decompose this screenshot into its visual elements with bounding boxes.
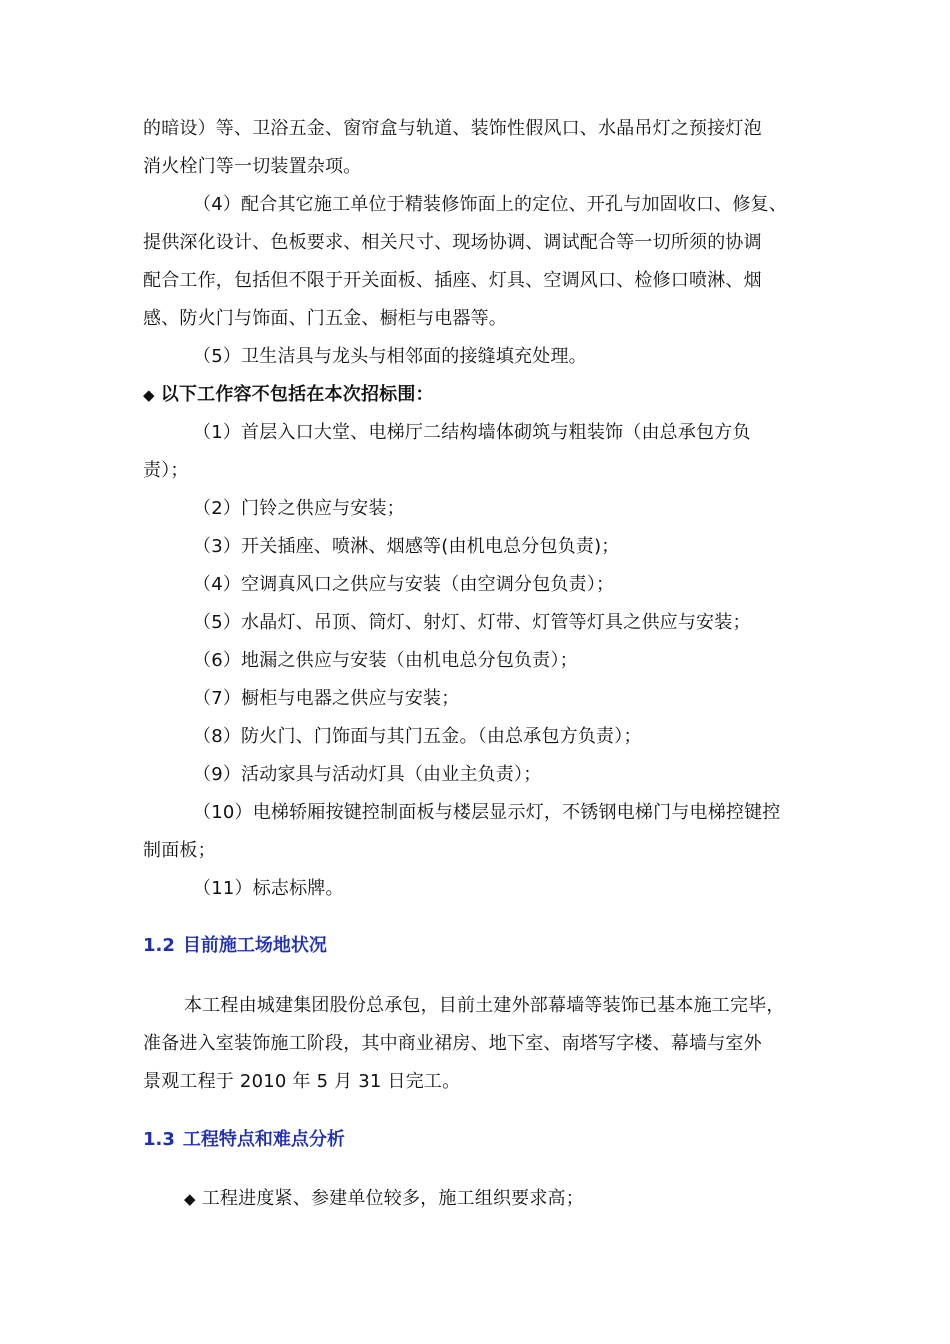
list-item: （10）电梯轿厢按键控制面板与楼层显示灯，不锈钢电梯门与电梯控键控 xyxy=(193,802,781,823)
paragraph-line: 配合工作，包括但不限于开关面板、插座、灯具、空调风口、检修口喷淋、烟 xyxy=(143,270,762,291)
paragraph-line: 消火栓门等一切装置杂项。 xyxy=(143,156,362,177)
list-item: （6）地漏之供应与安装（由机电总分包负责）； xyxy=(193,650,578,671)
list-item-continuation: 制面板； xyxy=(143,840,216,861)
section-number: 1.3 xyxy=(143,1129,175,1150)
diamond-bullet-icon: ◆ xyxy=(184,1190,196,1208)
list-item xyxy=(184,1187,584,1211)
list-item: （1）首层入口大堂、电梯厅二结构墙体砌筑与粗装饰（由总承包方负 xyxy=(193,422,751,443)
section-title: 工程特点和难点分析 xyxy=(182,1129,345,1150)
paragraph-line: 景观工程于 2010 年 5 月 31 日完工。 xyxy=(143,1071,461,1092)
diamond-bullet-icon: ◆ xyxy=(143,386,155,404)
paragraph-line: （5）卫生洁具与龙头与相邻面的接缝填充处理。 xyxy=(193,346,587,367)
paragraph-line: 本工程由城建集团股份总承包，目前土建外部幕墙等装饰已基本施工完毕， xyxy=(184,995,785,1016)
paragraph-line: （4）配合其它施工单位于精装修饰面上的定位、开孔与加固收口、修复、 xyxy=(193,194,788,215)
exclusions-heading-text: 以下工作容不包括在本次招标围： xyxy=(160,384,434,405)
section-heading-1-2 xyxy=(143,934,327,958)
list-item: （11）标志标牌。 xyxy=(193,878,344,899)
list-item: （8）防火门、门饰面与其门五金。（由总承包方负责）； xyxy=(193,726,642,747)
list-item-text: 工程进度紧、参建单位较多，施工组织要求高； xyxy=(201,1188,584,1209)
paragraph-line: 准备进入室装饰施工阶段，其中商业裙房、地下室、南塔写字楼、幕墙与室外 xyxy=(143,1033,762,1054)
section-number: 1.2 xyxy=(143,935,175,956)
list-item-continuation: 责）； xyxy=(143,460,189,481)
section-heading-1-3 xyxy=(143,1128,345,1152)
paragraph-line: 的暗设）等、卫浴五金、窗帘盒与轨道、装饰性假风口、水晶吊灯之预接灯泡 xyxy=(143,118,762,139)
paragraph-line: 感、防火门与饰面、门五金、橱柜与电器等。 xyxy=(143,308,507,329)
list-item: （3）开关插座、喷淋、烟感等(由机电总分包负责)； xyxy=(193,536,620,557)
exclusions-heading xyxy=(143,383,434,407)
list-item: （5）水晶灯、吊顶、筒灯、射灯、灯带、灯管等灯具之供应与安装； xyxy=(193,612,751,633)
list-item: （2）门铃之供应与安装； xyxy=(193,498,405,519)
paragraph-line: 提供深化设计、色板要求、相关尺寸、现场协调、调试配合等一切所须的协调 xyxy=(143,232,762,253)
section-title: 目前施工场地状况 xyxy=(182,935,327,956)
list-item: （9）活动家具与活动灯具（由业主负责）； xyxy=(193,764,542,785)
list-item: （4）空调真风口之供应与安装（由空调分包负责）； xyxy=(193,574,615,595)
list-item: （7）橱柜与电器之供应与安装； xyxy=(193,688,460,709)
